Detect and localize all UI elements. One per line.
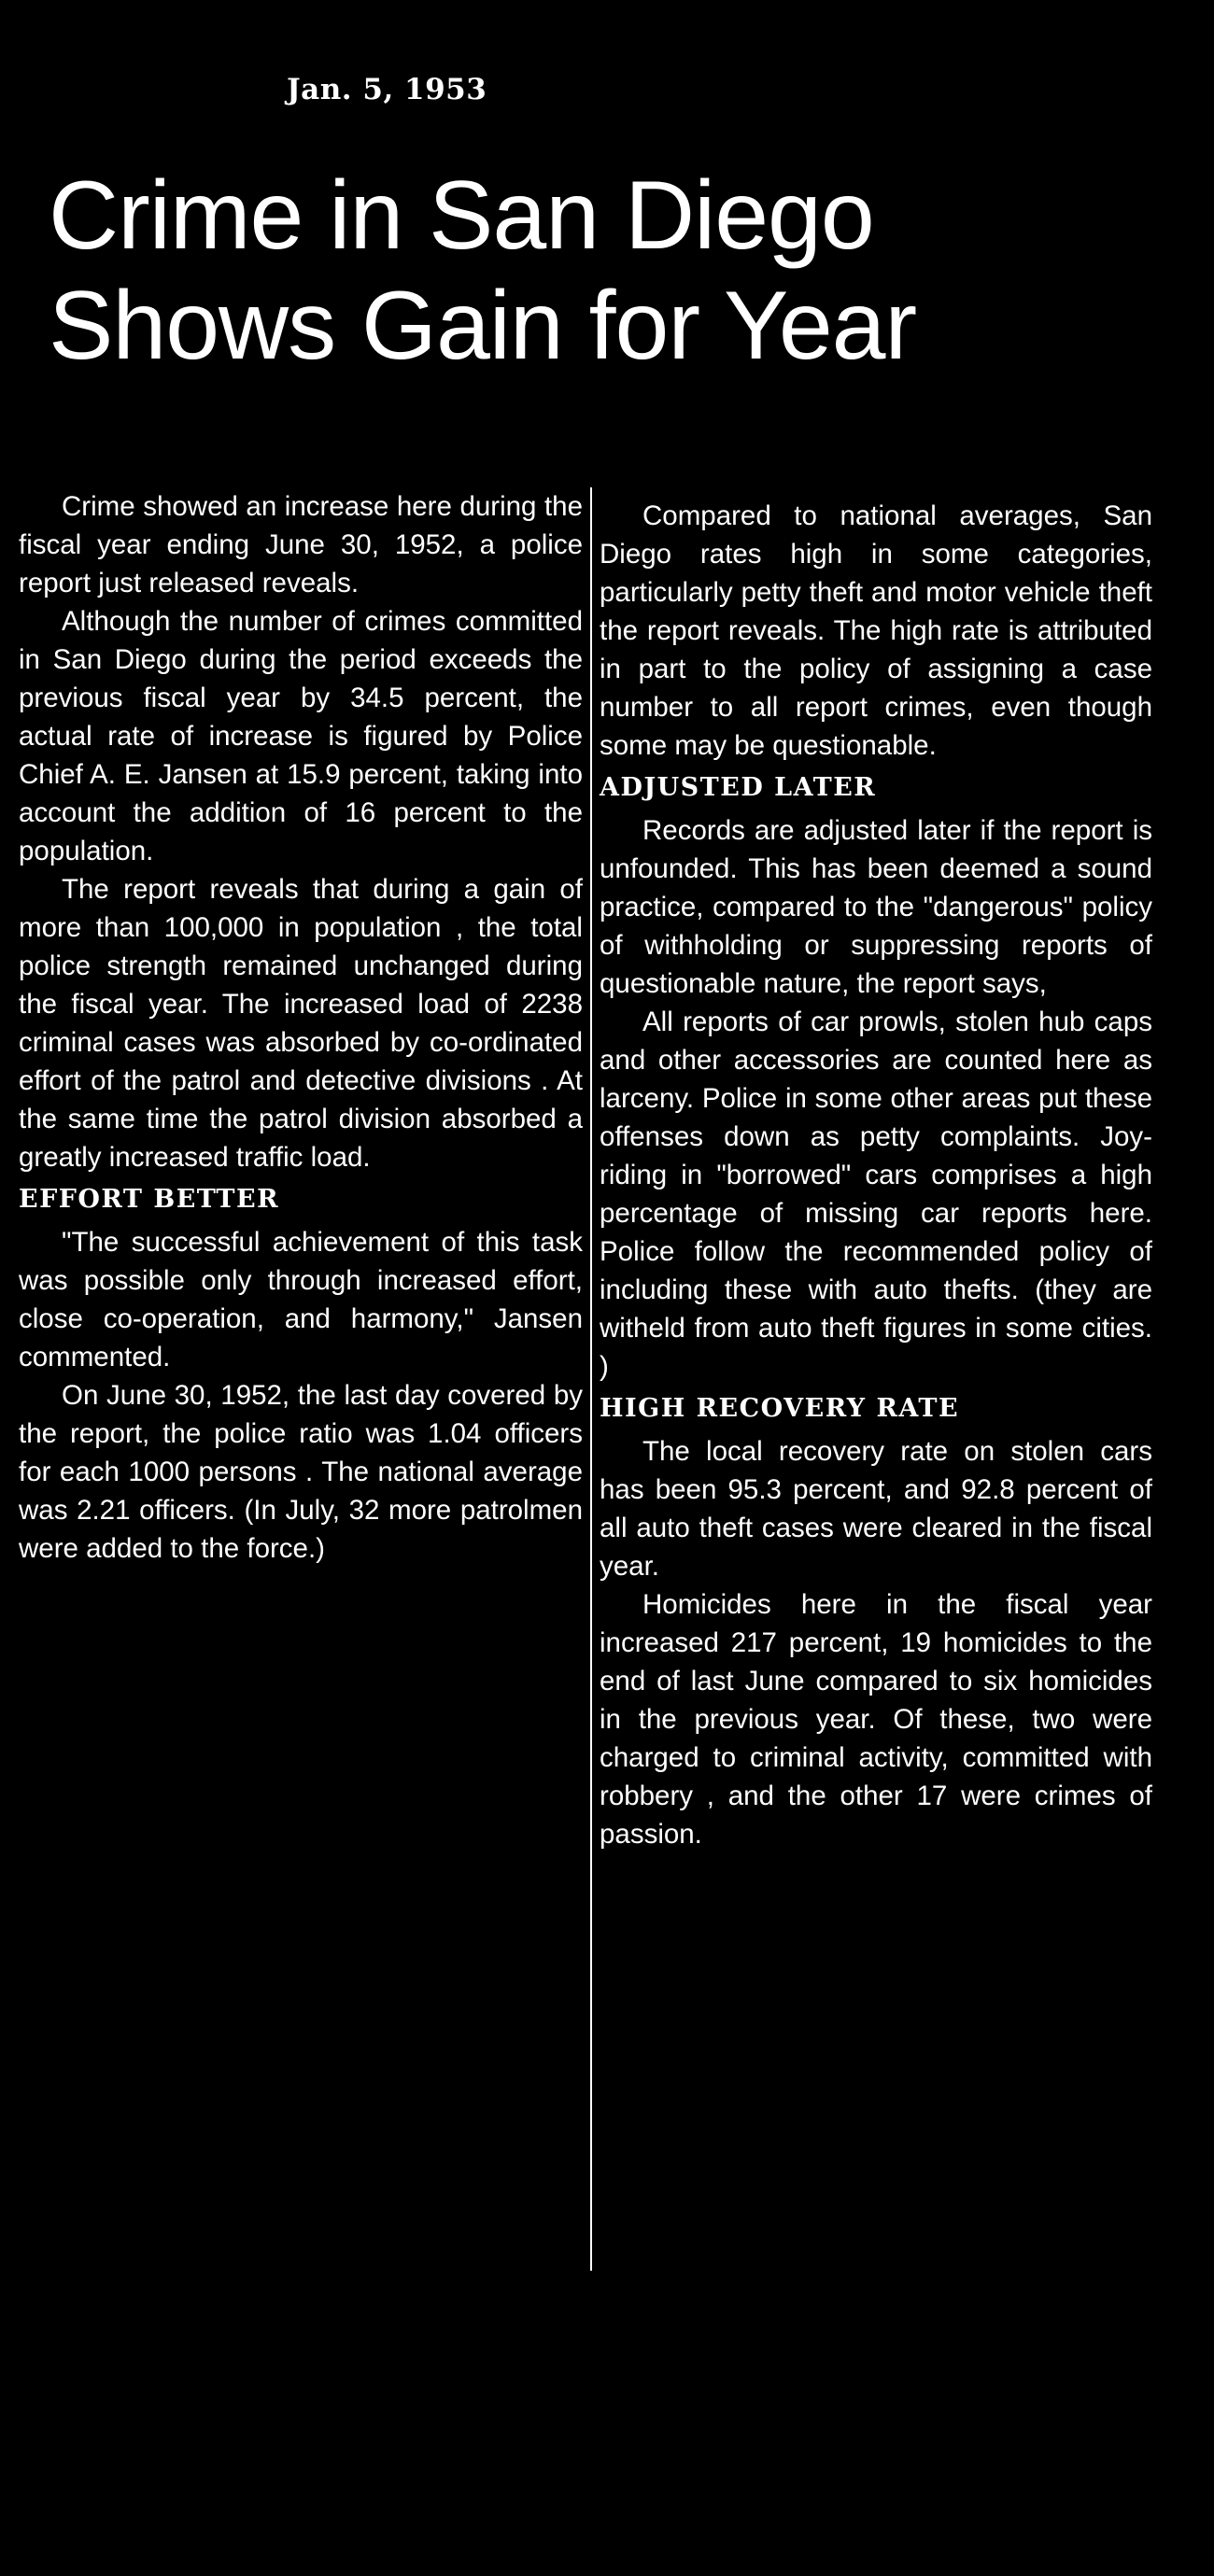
dateline: Jan. 5, 1953 <box>287 73 487 106</box>
paragraph: Compared to national averages, San Diego rates high in some categories, particularly petty theft and motor vehicle theft the report reveals. The high rate is attributed in part to the policy of assigning a case number to all report crimes, even though some may be questionable. <box>600 500 1152 761</box>
right-column <box>600 497 1152 1853</box>
subheading: EFFORT BETTER <box>19 1185 280 1214</box>
paragraph: Although the number of crimes committed in San Diego during the period exceeds the previous fiscal year by 34.5 percent, the actual rate of increase is figured by Police Chief A. E. Jansen at 15.9 percent, taking into account the addition of 16 percent to the population. <box>19 606 583 866</box>
headline <box>49 161 1197 381</box>
paragraph: The local recovery rate on stolen cars has been 95.3 percent, and 92.8 percent of all auto theft cases were cleared in the fiscal year. <box>600 1436 1152 1582</box>
left-column <box>19 487 583 1568</box>
paragraph: Homicides here in the fiscal year increased 217 percent, 19 homicides to the end of last June compared to six homicides in the previous year. Of these, two were charged to criminal activity, committed with robbery , and the other 17 were crimes of passion. <box>600 1589 1152 1850</box>
subheading: HIGH RECOVERY RATE <box>600 1394 960 1423</box>
column-divider <box>590 487 592 2271</box>
paragraph: On June 30, 1952, the last day covered by the report, the police ratio was 1.04 officers for each 1000 persons . The national average was 2.21 officers. (In July, 32 more patrolmen were added to the force.) <box>19 1380 583 1564</box>
paragraph: "The successful achievement of this task was possible only through increased effort, close co-operation, and harmony," Jansen commented. <box>19 1227 583 1372</box>
subheading: ADJUSTED LATER <box>600 773 877 802</box>
headline-line-1: Crime in San Diego <box>49 162 874 270</box>
paragraph: All reports of car prowls, stolen hub caps and other accessories are counted here as larceny. Police in some other areas put these offenses down as petty complaints. Joy-riding in "borrowed" cars comprises a high percentage of missing car reports here. Police follow the recommended policy of including these with auto thefts. (they are witheld from auto theft figures in some cities. ) <box>600 1006 1152 1382</box>
headline-line-2: Shows Gain for Year <box>49 272 917 380</box>
paragraph: The report reveals that during a gain of more than 100,000 in population , the total police strength remained unchanged during the fiscal year. The increased load of 2238 criminal cases was absorbed by co-ordinated effort of the patrol and detective divisions . At the same time the patrol division absorbed a greatly increased traffic load. <box>19 874 583 1173</box>
paragraph: Records are adjusted later if the report is unfounded. This has been deemed a sound practice, compared to the "dangerous" policy of withholding or suppressing reports of questionable nature, the report says, <box>600 815 1152 999</box>
paragraph: Crime showed an increase here during the fiscal year ending June 30, 1952, a police report just released reveals. <box>19 491 583 598</box>
